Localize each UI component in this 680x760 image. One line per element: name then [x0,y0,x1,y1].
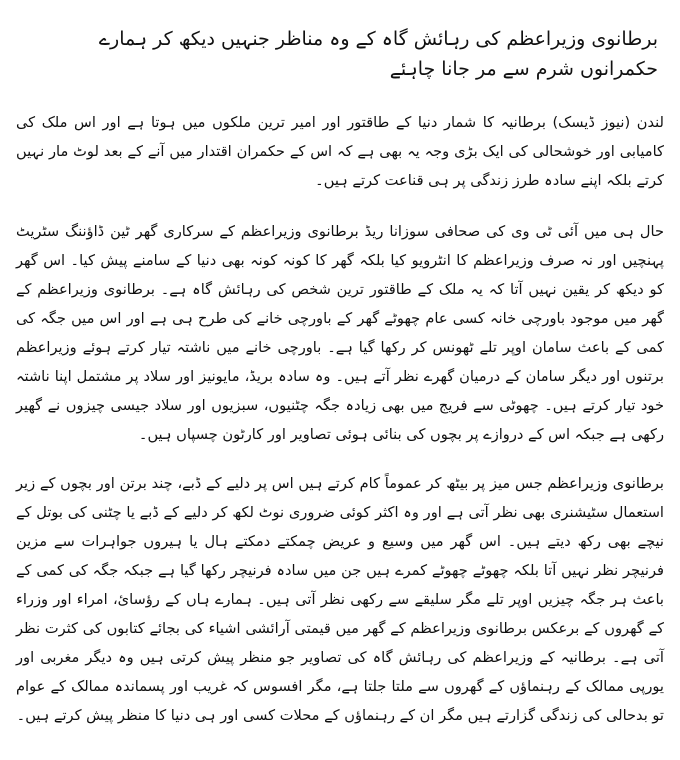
article-paragraph-residence: برطانوی وزیراعظم جس میز پر بیٹھ کر عموماً کام کرتے ہیں اس پر دلیے کے ڈبے، چند برتن اور بچوں کے زیر استعمال سٹیشنری بھی نظر آتی ہے اور وہ اکثر کوئی ضروری نوٹ لکھ کر دلیے کے ڈبے یا چٹنی کی بوتل کے نیچے بھی رکھ دیتے ہیں۔ اس گھر میں وسیع و عریض چمکتے دمکتے ہال یا ہیروں جواہرات سے مزین فرنیچر نظر نہیں آتا بلکہ چھوٹے چھوٹے کمرے ہیں جن میں سادہ فرنیچر رکھا گیا ہے جبکہ جگہ کی کمی کے باعث ہر جگہ چیزیں اوپر تلے مگر سلیقے سے رکھی نظر آتی ہیں۔ ہمارے ہاں کے رؤسائ، امراء اور وزراء کے گھروں کے برعکس برطانوی وزیراعظم کے گھر میں قیمتی آرائشی اشیاء کی بجائے کتابوں کی کثرت نظر آتی ہے۔ برطانیہ کے وزیراعظم کی رہائش گاہ کی تصاویر جو منظر پیش کرتی ہیں وہ دیگر مغربی اور یورپی ممالک کے رہنماؤں کے گھروں سے ملتا جلتا ہے، مگر افسوس کہ غریب اور پسماندہ ممالک کے عوام تو بدحالی کی زندگی گزارتے ہیں مگر ان کے رہنماؤں کے محلات کسی اور ہی دنیا کا منظر پیش کرتے ہیں۔ [16,475,664,724]
article-paragraph-kitchen: حال ہی میں آئی ٹی وی کی صحافی سوزانا ریڈ برطانوی وزیراعظم کے سرکاری گھر ٹین ڈاؤننگ سٹریٹ پہنچیں اور نہ صرف وزیراعظم کا انٹرویو کیا بلکہ گھر کا کونہ کونہ بھی دنیا کے سامنے پیش کیا۔ اس گھر کو دیکھ کر یقین نہیں آتا کہ یہ ملک کے طاقتور ترین شخص کی رہائش گاہ ہے۔ برطانوی وزیراعظم کے گھر میں موجود باورچی خانہ کسی عام چھوٹے گھر کے باورچی خانے کی طرح ہی ہے اور اس میں جگہ کی کمی کے باعث سامان اوپر تلے ٹھونس کر رکھا گیا ہے۔ باورچی خانے میں ناشتہ تیار کرتے ہوئے وزیراعظم برتنوں اور دیگر سامان کے درمیان گھرے نظر آتے ہیں۔ وہ سادہ بریڈ، مایونیز اور سلاد پر مشتمل اپنا ناشتہ خود تیار کرتے ہیں۔ چھوٹی سے فریج میں بھی زیادہ جگہ چٹنیوں، سبزیوں اور سلاد جیسی چیزوں نے گھیر رکھی ہے جبکہ اس کے دروازے پر بچوں کی بنائی ہوئی تصاویر اور کارٹون چسپاں ہیں۔ [16,223,664,443]
article-headline: برطانوی وزیراعظم کی رہائش گاہ کے وہ مناظر جنہیں دیکھ کر ہمارے حکمرانوں شرم سے مر جانا چاہئے [98,28,658,80]
article-paragraph-intro: لندن (نیوز ڈیسک) برطانیہ کا شمار دنیا کے طاقتور اور امیر ترین ملکوں میں ہوتا ہے اور اس ملک کی کامیابی اور خوشحالی کی ایک بڑی وجہ یہ بھی ہے کہ اس کے حکمران اقتدار میں آنے کے بعد لوٹ مار نہیں کرتے بلکہ اپنے سادہ طرز زندگی پر ہی قناعت کرتے ہیں۔ [16,114,664,189]
